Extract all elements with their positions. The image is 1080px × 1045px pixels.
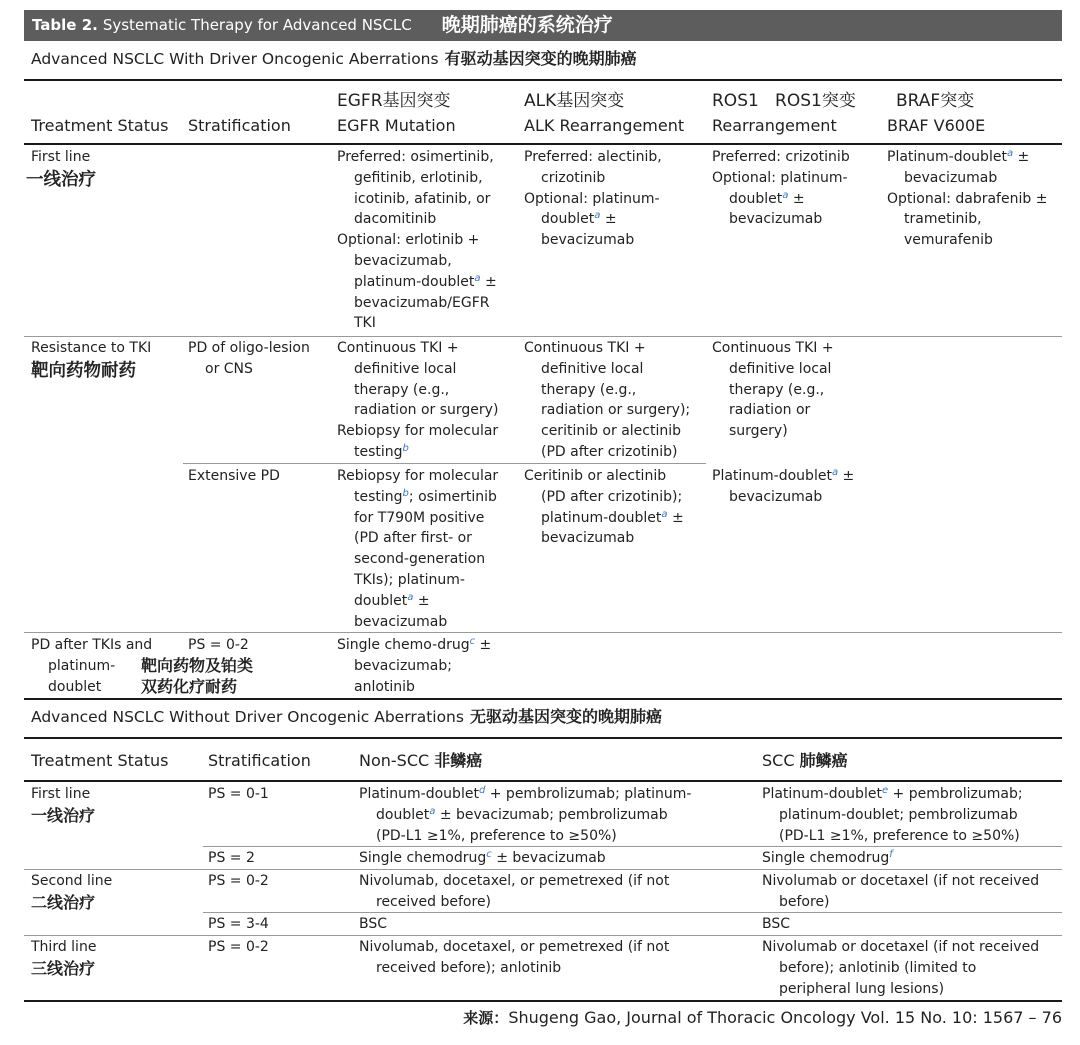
- text: Non-SCC: [359, 751, 430, 770]
- line: [359, 784, 691, 805]
- header-stratification: Stratification: [188, 116, 291, 135]
- row2-first-ps: PS = 0-1: [208, 786, 269, 802]
- status-text-cn: 一线治疗: [31, 805, 96, 825]
- row2-third-nonscc: [359, 937, 669, 979]
- text: Platinum-doublet: [887, 149, 1007, 165]
- rule: [24, 143, 1062, 145]
- line: Optional: erlotinib +: [337, 232, 480, 249]
- status-text: Resistance to TKI: [31, 340, 152, 356]
- row2-ps34-nonscc: BSC: [359, 916, 388, 932]
- text: doublet: [354, 592, 408, 609]
- line: [337, 272, 497, 293]
- line: Rebiopsy for molecular: [337, 423, 499, 440]
- footnote-mark: a: [474, 272, 481, 284]
- line: [359, 805, 691, 826]
- text: platinum-doublet: [354, 273, 475, 290]
- line: (PD after crizotinib);: [541, 488, 683, 505]
- row2-third-status: [31, 937, 96, 980]
- line: Nivolumab or docetaxel (if not received: [762, 939, 1040, 955]
- header-alk-cn: ALK基因突变: [524, 91, 625, 111]
- line: [762, 784, 1023, 805]
- status-text-cn: 二线治疗: [31, 892, 96, 912]
- cell-resistance-alk: [524, 338, 690, 463]
- footnote-mark: a: [782, 189, 789, 201]
- rule: [203, 912, 1062, 913]
- text: Platinum-doublet: [359, 786, 479, 802]
- header-ros1: Rearrangement: [712, 116, 837, 135]
- line: bevacizumab: [729, 211, 823, 228]
- row2-first-status: [31, 784, 95, 827]
- text: testing: [354, 488, 403, 505]
- cell-pd-after-strat: PS = 0-2: [188, 637, 249, 653]
- line: Optional: platinum-: [524, 190, 660, 207]
- line: Optional: platinum-: [712, 169, 848, 186]
- rule: [24, 698, 1062, 700]
- footnote-mark: a: [831, 467, 839, 478]
- line: bevacizumab: [354, 613, 448, 630]
- line: (PD after first- or: [354, 530, 472, 547]
- text: ±: [792, 190, 805, 207]
- text: ± bevacizumab: [496, 850, 606, 866]
- text: testing: [354, 443, 403, 460]
- line: [712, 466, 854, 487]
- line: definitive local: [354, 360, 457, 377]
- line: [887, 147, 1047, 168]
- line: anlotinib: [354, 678, 415, 695]
- line: Preferred: alectinib,: [524, 149, 662, 165]
- line: [337, 487, 498, 508]
- cell-extensive-egfr: [337, 466, 498, 632]
- section2-title: [31, 707, 662, 728]
- line: 靶向药物及铂类: [141, 656, 254, 675]
- text: Single chemodrug: [359, 850, 487, 866]
- line: or CNS: [205, 360, 253, 377]
- line: (PD-L1 ≥1%, preference to ≥50%): [779, 827, 1020, 844]
- line: [337, 442, 498, 463]
- line: therapy (e.g.,: [729, 381, 825, 398]
- line: PD of oligo-lesion: [188, 340, 310, 356]
- line: therapy (e.g.,: [354, 381, 450, 398]
- header-ros1-cn: [712, 90, 856, 112]
- text: ±: [479, 637, 492, 653]
- line: surgery): [729, 423, 788, 440]
- section1-title: [31, 49, 637, 70]
- rule: [24, 780, 1062, 782]
- header-braf: BRAF V600E: [887, 116, 986, 135]
- line: Nivolumab, docetaxel, or pemetrexed (if not: [359, 939, 670, 955]
- row2-ps34: PS = 3-4: [208, 916, 269, 932]
- line: [524, 508, 684, 529]
- row2-second-scc: [762, 871, 1039, 913]
- line: Preferred: osimertinib,: [337, 149, 494, 165]
- text: SCC: [762, 751, 795, 770]
- line: Ceritinib or alectinib: [524, 468, 667, 484]
- footnote-mark: a: [1006, 148, 1014, 159]
- text: Platinum-doublet: [762, 786, 882, 802]
- rule: [203, 846, 1062, 847]
- row2-ps34-scc: BSC: [762, 916, 791, 932]
- row-pd-after-status-cn: [141, 655, 253, 697]
- line: peripheral lung lesions): [779, 980, 945, 997]
- section1-title-cn: 有驱动基因突变的晚期肺癌: [444, 49, 637, 68]
- row-resistance-status: [31, 338, 151, 383]
- header-braf-cn: BRAF突变: [896, 91, 975, 111]
- source-citation: [463, 1008, 1062, 1029]
- header2-scc: [762, 749, 848, 772]
- cell-first-braf: [887, 147, 1047, 251]
- line: Continuous TKI +: [337, 340, 459, 356]
- text: ; osimertinib: [408, 488, 497, 505]
- line: TKIs); platinum-: [354, 571, 465, 588]
- line: second-generation: [354, 551, 486, 568]
- line: Continuous TKI +: [524, 340, 646, 356]
- footnote-mark: a: [429, 805, 436, 817]
- row2-second-ps: PS = 0-2: [208, 873, 269, 889]
- row2-first-scc: [762, 784, 1023, 846]
- cell-extensive-alk: [524, 466, 684, 549]
- row2-ps2-nonscc: [359, 848, 606, 869]
- text: doublet: [541, 211, 595, 228]
- text: + pembrolizumab;: [892, 786, 1023, 802]
- line: Nivolumab or docetaxel (if not received: [762, 873, 1040, 889]
- line: Preferred: crizotinib: [712, 149, 850, 165]
- rule: [24, 935, 1062, 936]
- footnote-mark: a: [661, 508, 668, 520]
- line: radiation or: [729, 402, 811, 419]
- rule: [24, 737, 1062, 739]
- row2-third-ps: PS = 0-2: [208, 939, 269, 955]
- status-text: First line: [31, 786, 91, 802]
- table-title: Systematic Therapy for Advanced NSCLC: [102, 16, 412, 35]
- line: received before); anlotinib: [376, 959, 562, 976]
- line: radiation or surgery);: [541, 402, 691, 419]
- line: bevacizumab;: [354, 657, 452, 674]
- header-egfr-cn: EGFR基因突变: [337, 91, 451, 111]
- row-first-line-status: [26, 147, 96, 192]
- rule: [24, 869, 1062, 870]
- text: ±: [671, 509, 684, 526]
- line: bevacizumab,: [354, 252, 452, 269]
- footnote-mark: a: [407, 591, 414, 603]
- line: (PD after crizotinib): [541, 443, 678, 460]
- cell-first-ros1: [712, 147, 850, 230]
- line: ceritinib or alectinib: [541, 423, 682, 440]
- line: Continuous TKI +: [712, 340, 834, 356]
- line: doublet: [48, 678, 102, 695]
- footnote-mark: c: [486, 849, 492, 860]
- text: Platinum-doublet: [712, 468, 832, 484]
- rule: [24, 1000, 1062, 1002]
- row2-ps2: PS = 2: [208, 850, 255, 866]
- line: icotinib, afatinib, or: [354, 190, 491, 207]
- text-cn: 肺鳞癌: [799, 751, 848, 770]
- line: Rebiopsy for molecular: [337, 468, 499, 484]
- line: [524, 209, 662, 230]
- status-text: Second line: [31, 873, 113, 889]
- cell-extensive-ros1: [712, 466, 854, 508]
- text: ±: [1017, 149, 1030, 165]
- footnote-mark: f: [889, 849, 893, 860]
- line: [337, 591, 498, 612]
- row2-ps2-scc: [762, 848, 893, 869]
- text: ±: [484, 273, 497, 290]
- text: doublet: [376, 806, 430, 823]
- cell-first-egfr: [337, 147, 497, 334]
- line: trametinib,: [904, 211, 982, 228]
- cell-resistance-egfr: [337, 338, 498, 463]
- cell-pd-after-egfr: [337, 635, 491, 697]
- row2-second-nonscc: [359, 871, 669, 913]
- line: bevacizumab: [904, 169, 998, 186]
- header2-nonscc: [359, 749, 482, 772]
- rule: [24, 79, 1062, 81]
- header2-treatment-status: Treatment Status: [31, 751, 169, 770]
- footnote-mark: b: [402, 442, 409, 454]
- section2-title-en: Advanced NSCLC Without Driver Oncogenic Aberrations: [31, 708, 464, 726]
- header2-stratification: Stratification: [208, 751, 311, 770]
- row2-second-status: [31, 871, 112, 914]
- footnote-mark: b: [402, 487, 409, 499]
- line: received before): [376, 893, 492, 910]
- cell-extensive-strat: Extensive PD: [188, 468, 280, 484]
- text: Single chemodrug: [762, 850, 890, 866]
- source-text: Shugeng Gao, Journal of Thoracic Oncology Vol. 15 No. 10: 1567 – 76: [508, 1008, 1062, 1027]
- line: 双药化疗耐药: [141, 677, 238, 696]
- line: dacomitinib: [354, 211, 437, 228]
- line: [712, 189, 850, 210]
- header-ros1-a: ROS1: [712, 91, 759, 111]
- table-label: Table 2.: [32, 16, 98, 35]
- footnote-mark: e: [881, 785, 889, 796]
- text: ±: [604, 211, 617, 228]
- row2-first-nonscc: [359, 784, 691, 846]
- line: definitive local: [729, 360, 832, 377]
- text: ±: [842, 468, 855, 484]
- line: definitive local: [541, 360, 644, 377]
- text: doublet: [729, 190, 783, 207]
- section2-title-cn: 无驱动基因突变的晚期肺癌: [469, 707, 662, 726]
- line: bevacizumab: [541, 232, 635, 249]
- footnote-mark: a: [594, 210, 601, 222]
- table-title-cn: 晚期肺癌的系统治疗: [441, 14, 613, 37]
- status-text: First line: [31, 149, 91, 165]
- text: ± bevacizumab; pembrolizumab: [439, 806, 668, 823]
- line: bevacizumab: [729, 488, 823, 505]
- line: TKI: [354, 315, 376, 332]
- line: before): [779, 893, 830, 910]
- cell-first-alk: [524, 147, 662, 251]
- line: vemurafenib: [904, 232, 993, 249]
- status-text-cn: 靶向药物耐药: [31, 360, 136, 381]
- cell-resistance-strat: [188, 338, 310, 380]
- line: platinum-doublet; pembrolizumab: [779, 806, 1018, 823]
- footnote-mark: c: [469, 636, 476, 647]
- status-text-cn: 三线治疗: [31, 958, 96, 978]
- line: radiation or surgery): [354, 402, 499, 419]
- section1-title-en: Advanced NSCLC With Driver Oncogenic Aberrations: [31, 50, 439, 68]
- line: therapy (e.g.,: [541, 381, 637, 398]
- cell-resistance-ros1: [712, 338, 834, 442]
- header-treatment-status: Treatment Status: [31, 116, 169, 135]
- text-cn: 非鳞癌: [434, 751, 483, 770]
- line: for T790M positive: [354, 509, 485, 526]
- line: before); anlotinib (limited to: [779, 959, 977, 976]
- line: Nivolumab, docetaxel, or pemetrexed (if not: [359, 873, 670, 889]
- line: [337, 635, 491, 656]
- row2-third-scc: [762, 937, 1039, 999]
- table-title-bar: [24, 10, 1062, 41]
- text: platinum-doublet: [541, 509, 662, 526]
- line: (PD-L1 ≥1%, preference to ≥50%): [376, 827, 617, 844]
- line: PD after TKIs and: [31, 637, 153, 653]
- source-label: 来源：: [463, 1009, 509, 1027]
- rule: [24, 632, 1062, 633]
- line: gefitinib, erlotinib,: [354, 169, 483, 186]
- line: Optional: dabrafenib ±: [887, 190, 1048, 207]
- row-pd-after-status: [31, 635, 152, 697]
- footnote-mark: d: [478, 785, 486, 796]
- rule: [183, 463, 706, 464]
- header-egfr: EGFR Mutation: [337, 116, 456, 135]
- status-text: Third line: [31, 939, 97, 955]
- rule: [24, 336, 1062, 337]
- line: bevacizumab/EGFR: [354, 294, 490, 311]
- text: Single chemo-drug: [337, 637, 470, 653]
- text: ±: [417, 592, 430, 609]
- header-alk: ALK Rearrangement: [524, 116, 685, 135]
- line: crizotinib: [541, 169, 606, 186]
- status-text-cn: 一线治疗: [26, 169, 96, 190]
- text: + pembrolizumab; platinum-: [489, 786, 692, 802]
- line: bevacizumab: [541, 530, 635, 547]
- line: platinum-: [48, 657, 116, 674]
- header-ros1-cn-text: ROS1突变: [775, 91, 856, 111]
